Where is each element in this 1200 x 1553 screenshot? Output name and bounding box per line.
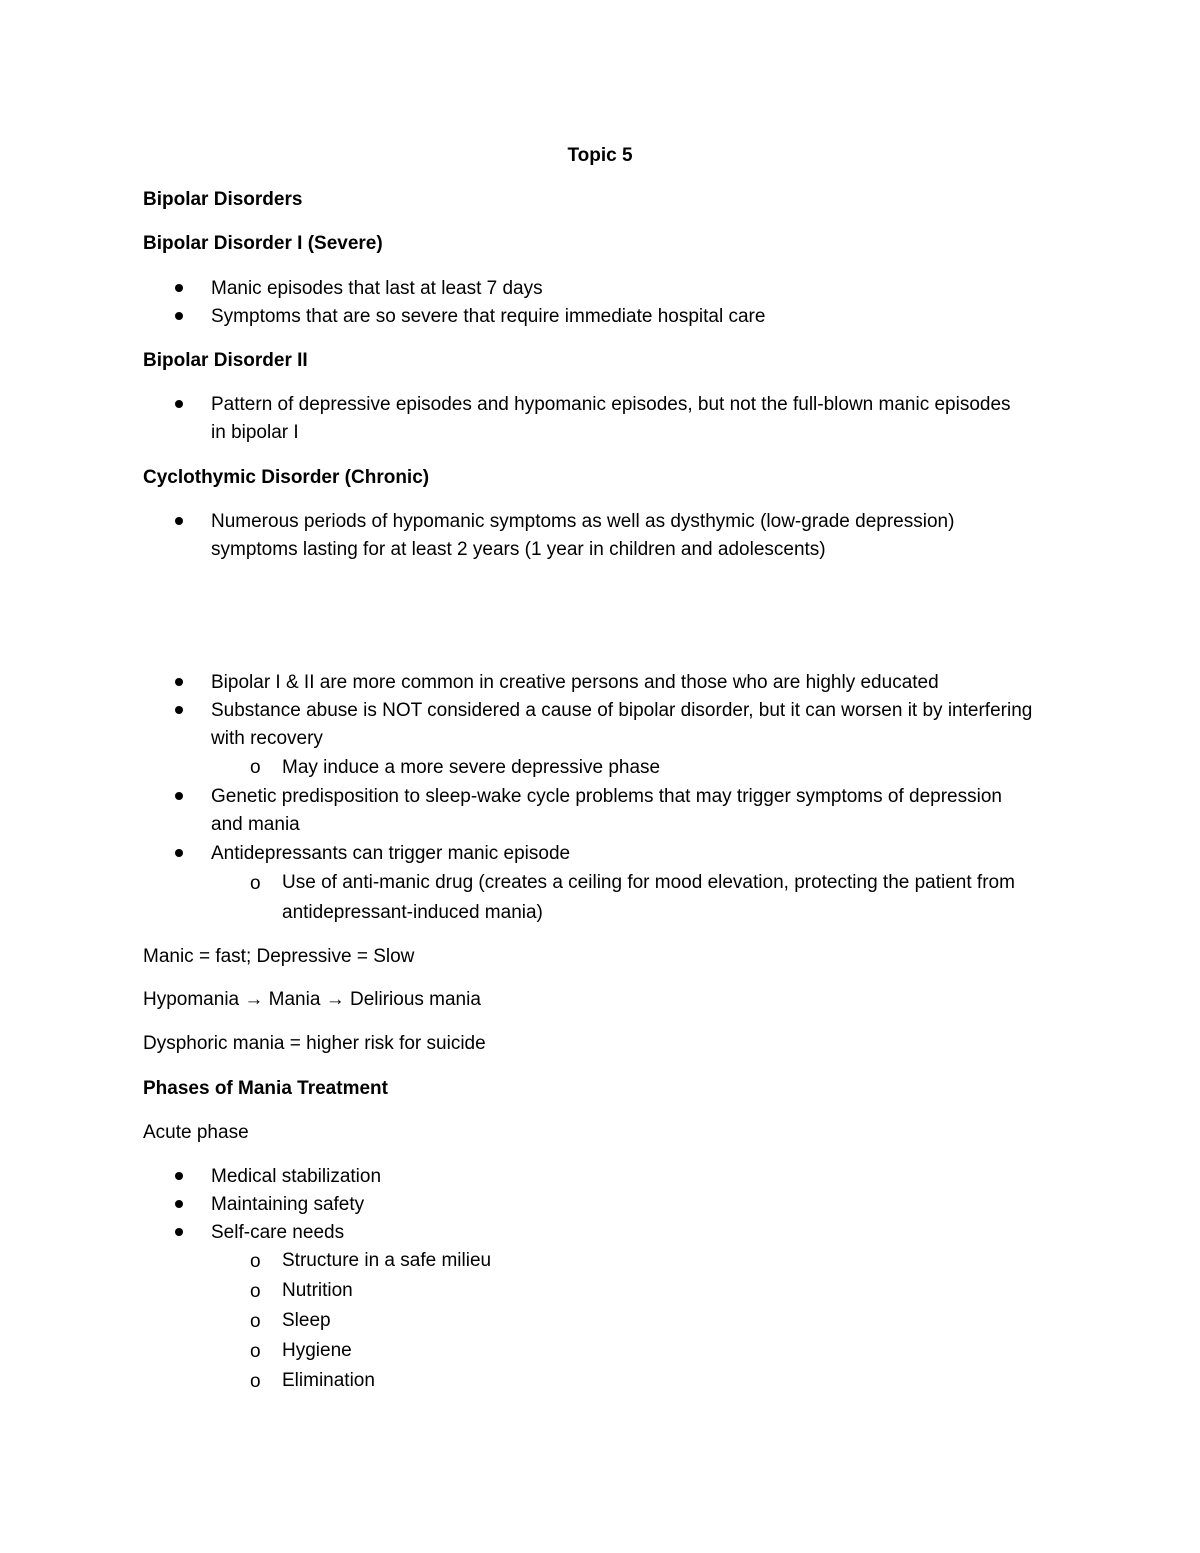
- sub-bullet-icon: o: [250, 1281, 261, 1302]
- bullet-icon: [175, 517, 183, 525]
- sub-list-item: Hygiene: [282, 1340, 352, 1361]
- bullet-icon: [175, 312, 183, 320]
- list-item: Pattern of depressive episodes and hypomanic episodes, but not the full-blown manic episodes: [211, 394, 1011, 415]
- document-title: Topic 5: [567, 145, 633, 166]
- bullet-icon: [175, 792, 183, 800]
- sub-bullet-icon: o: [250, 1251, 261, 1272]
- bullet-icon: [175, 849, 183, 857]
- sub-list-item-continuation: antidepressant-induced mania): [282, 902, 543, 923]
- list-item: Manic episodes that last at least 7 days: [211, 278, 543, 299]
- bullet-icon: [175, 1228, 183, 1236]
- list-item: Symptoms that are so severe that require immediate hospital care: [211, 306, 766, 327]
- bipolar-1-heading: Bipolar Disorder I (Severe): [143, 233, 383, 254]
- bipolar-2-heading: Bipolar Disorder II: [143, 350, 308, 371]
- note-line: Hypomania → Mania → Delirious mania: [143, 989, 481, 1010]
- list-item: Substance abuse is NOT considered a cause of bipolar disorder, but it can worsen it by interfering: [211, 700, 1033, 721]
- acute-phase-label: Acute phase: [143, 1122, 249, 1143]
- list-item-continuation: with recovery: [211, 728, 323, 749]
- sub-list-item: Nutrition: [282, 1280, 353, 1301]
- bullet-icon: [175, 284, 183, 292]
- bullet-icon: [175, 678, 183, 686]
- list-item: Self-care needs: [211, 1222, 345, 1243]
- bullet-icon: [175, 400, 183, 408]
- sub-bullet-icon: o: [250, 1341, 261, 1362]
- cyclothymic-heading: Cyclothymic Disorder (Chronic): [143, 467, 430, 488]
- bullet-icon: [175, 1172, 183, 1180]
- sub-list-item: Elimination: [282, 1370, 375, 1391]
- sub-list-item: Structure in a safe milieu: [282, 1250, 492, 1271]
- list-item: Maintaining safety: [211, 1194, 365, 1215]
- section-heading: Bipolar Disorders: [143, 189, 303, 210]
- sub-bullet-icon: o: [250, 1311, 261, 1332]
- bullet-icon: [175, 1200, 183, 1208]
- phases-heading: Phases of Mania Treatment: [143, 1078, 388, 1099]
- list-item-continuation: and mania: [211, 814, 300, 835]
- list-item: Medical stabilization: [211, 1166, 382, 1187]
- list-item: Genetic predisposition to sleep-wake cycle problems that may trigger symptoms of depression: [211, 786, 1002, 807]
- sub-list-item: Use of anti-manic drug (creates a ceiling for mood elevation, protecting the patient from: [282, 872, 1015, 893]
- list-item: Bipolar I & II are more common in creative persons and those who are highly educated: [211, 672, 939, 693]
- bullet-icon: [175, 706, 183, 714]
- list-item-continuation: in bipolar I: [211, 422, 299, 443]
- note-line: Manic = fast; Depressive = Slow: [143, 946, 415, 967]
- sub-list-item: May induce a more severe depressive phase: [282, 757, 661, 778]
- note-line: Dysphoric mania = higher risk for suicide: [143, 1033, 486, 1054]
- sub-bullet-icon: o: [250, 757, 261, 778]
- sub-list-item: Sleep: [282, 1310, 331, 1331]
- list-item: Numerous periods of hypomanic symptoms as well as dysthymic (low-grade depression): [211, 511, 955, 532]
- list-item: Antidepressants can trigger manic episode: [211, 843, 571, 864]
- sub-bullet-icon: o: [250, 873, 261, 894]
- sub-bullet-icon: o: [250, 1371, 261, 1392]
- list-item-continuation: symptoms lasting for at least 2 years (1 year in children and adolescents): [211, 539, 826, 560]
